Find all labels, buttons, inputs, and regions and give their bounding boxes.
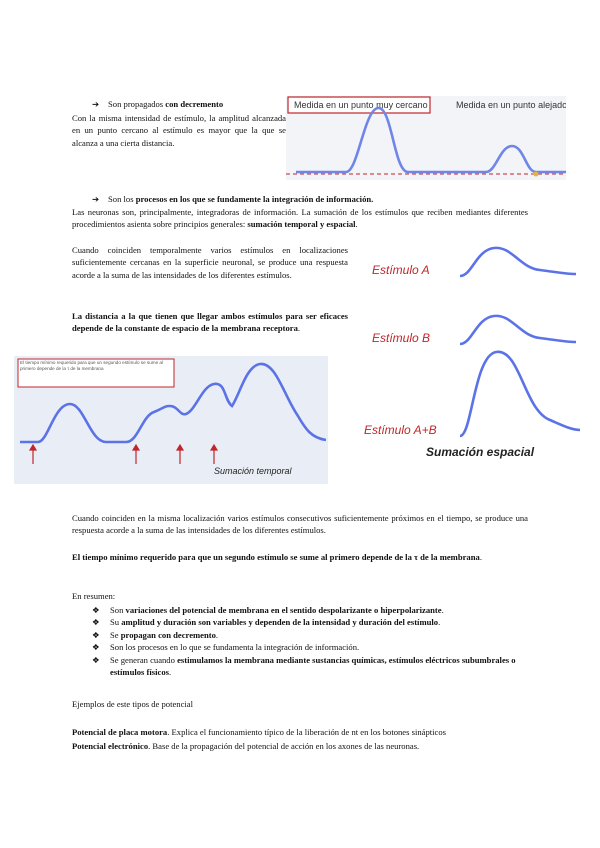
temporal-summation-figure: [14, 356, 328, 484]
diamond-bullet-icon: ❖: [92, 654, 100, 665]
stimulus-a-label: Estímulo A: [372, 263, 430, 277]
decrement-curve: [296, 108, 566, 172]
section-integration-heading: ➔ Son los procesos en los que se fundamente la integración de información.: [92, 194, 374, 204]
near-label: Medida en un punto muy cercano: [294, 100, 428, 110]
summary-list: [92, 604, 552, 679]
decrement-figure-svg: [286, 96, 566, 180]
list-item: ❖ Son variaciones del potencial de membrana en el sentido despolarizante o hiperpolarizante.: [92, 605, 444, 615]
section-decrement-heading: ➔ Son propagados con decremento: [92, 99, 224, 109]
decrement-figure: [286, 96, 566, 180]
stimulus-arrow-3-head: [177, 445, 183, 450]
integration-term: procesos en los que se fundamente la integración de información.: [135, 194, 374, 204]
space-constant-paragraph: La distancia a la que tienen que llegar ambos estímulos para ser eficaces depende de la constante de espacio de la membrana receptora.: [72, 311, 348, 334]
stimulus-arrow-1-head: [30, 445, 36, 450]
diamond-bullet-icon: ❖: [92, 629, 100, 640]
stimulus-ab-curve: [460, 352, 580, 436]
diamond-bullet-icon: ❖: [92, 642, 100, 653]
list-item: ❖ Se generan cuando estimulamos la membrana mediante sustancias químicas, estímulos eléctricos subumbrales o estímulos físicos.: [92, 654, 516, 678]
example-electrotonic: Potencial electrónico. Base de la propagación del potencial de acción en los axones de las neuronas.: [72, 741, 420, 751]
list-item: ❖ Su amplitud y duración son variables y dependen de la intensidad y duración del estímulo.: [92, 617, 441, 628]
far-marker: [534, 172, 539, 177]
diamond-bullet-icon: ❖: [92, 605, 100, 615]
arrow-bullet-icon: ➔: [92, 194, 100, 204]
stimulus-b-label: Estímulo B: [372, 331, 431, 345]
examples-title: Ejemplos de este tipos de potencial: [72, 699, 193, 709]
summation-types-term: sumación temporal y espacial: [247, 219, 356, 230]
decrement-paragraph: Con la misma intensidad de estímulo, la amplitud alcanzada en un punto cercano al estímulo es mayor que la que se alcanza a una cierta distancia.: [72, 113, 286, 148]
stimulus-b-curve: [460, 316, 576, 344]
decrement-term: con decremento: [165, 99, 224, 109]
stimulus-arrow-4-head: [211, 445, 217, 450]
spatial-caption: Sumación espacial: [426, 445, 535, 459]
far-label: Medida en un punto alejado: [456, 100, 566, 110]
example-motor-plate: Potencial de placa motora. Explica el funcionamiento típico de la liberación de nt en los botones sinápticos: [72, 727, 446, 737]
stimulus-a-curve: [460, 248, 576, 276]
diamond-bullet-icon: ❖: [92, 617, 100, 628]
list-item: ❖ Se propagan con decremento.: [92, 629, 219, 640]
temporal-paragraph: Cuando coinciden en la misma localización varios estímulos consecutivos suficientemente próximos en el tiempo, se produce una respuesta acorde a la suma de las intensidades de los diferentes estímulos.: [72, 513, 528, 536]
temporal-summation-svg: [14, 356, 328, 484]
temporal-bold-paragraph: El tiempo mínimo requerido para que un segundo estímulo se sume al primero depende de la τ de la membrana.: [72, 552, 482, 562]
spatial-paragraph: Cuando coinciden temporalmente varios estímulos en localizaciones suficientemente cercanas en la superficie neuronal, se produce una respuesta acorde a la suma de las intensidades de los diferentes estímulos.: [72, 245, 348, 280]
spatial-summation-figure: [360, 240, 596, 466]
summary-title: En resumen:: [72, 591, 116, 601]
spatial-summation-svg: [360, 240, 596, 466]
stimulus-ab-label: Estímulo A+B: [364, 423, 437, 437]
temporal-caption: Sumación temporal: [214, 466, 292, 476]
list-item: ❖ Son los procesos en lo que se fundamenta la integración de información.: [92, 642, 360, 653]
temporal-note: El tiempo mínimo requerido para que un segundo estímulo se sume al primero depende de la τ de la membrana: [20, 360, 163, 371]
arrow-bullet-icon: ➔: [92, 99, 100, 109]
integration-paragraph: Las neuronas son, principalmente, integradoras de información. La sumación de los estímulos que reciben mediantes diferentes procedimientos asienta sobre principios generales: sumación temporal y espacial.: [72, 207, 528, 230]
stimulus-arrow-2-head: [133, 445, 139, 450]
